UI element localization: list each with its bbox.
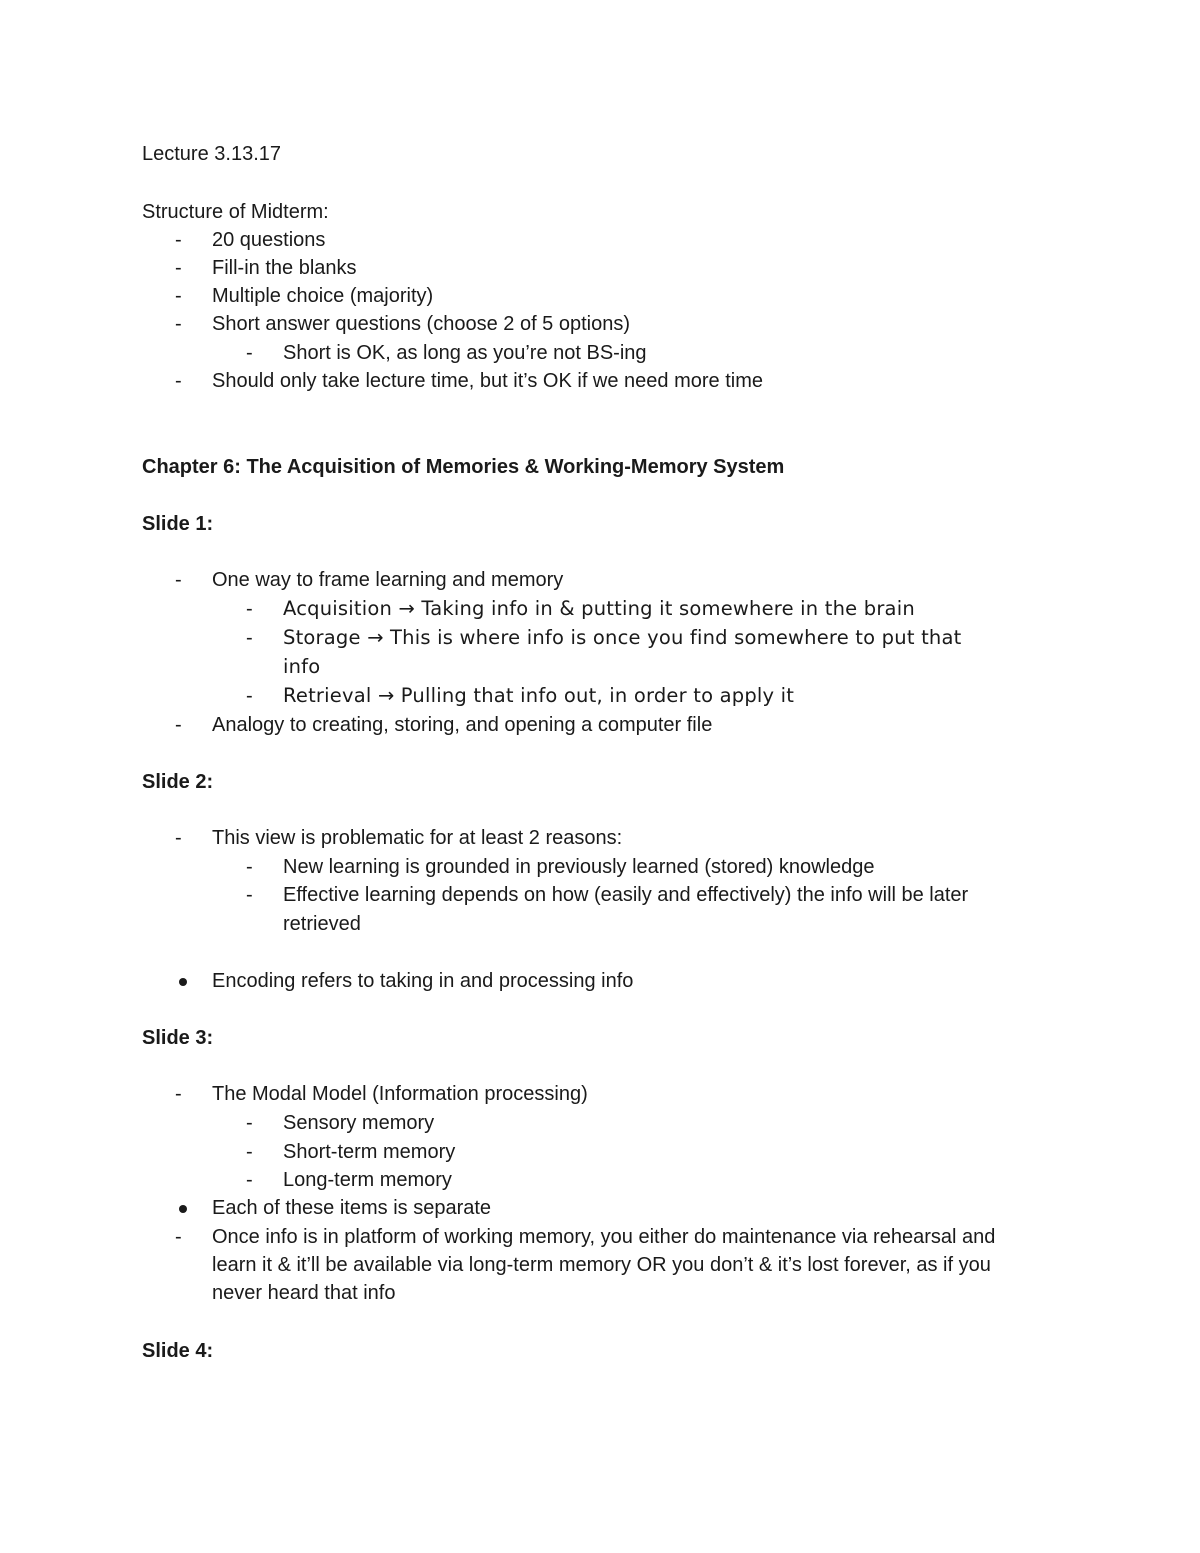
dash-bullet: - xyxy=(175,1226,182,1248)
list-item-continuation: retrieved xyxy=(283,913,361,935)
dash-bullet: - xyxy=(246,1112,253,1134)
list-item: Retrieval → Pulling that info out, in order to apply it xyxy=(283,684,795,707)
dash-bullet: - xyxy=(175,285,182,307)
list-item: Multiple choice (majority) xyxy=(212,285,434,307)
list-item: Long-term memory xyxy=(283,1169,452,1191)
dash-bullet: - xyxy=(246,1169,253,1191)
dash-bullet: - xyxy=(246,884,253,906)
list-item: 20 questions xyxy=(212,229,326,251)
slide-heading: Slide 3: xyxy=(142,1027,214,1049)
dash-bullet: - xyxy=(175,827,182,849)
lecture-title: Lecture 3.13.17 xyxy=(142,143,281,165)
list-item: Storage → This is where info is once you find somewhere to put that xyxy=(283,626,962,649)
dash-bullet: - xyxy=(246,627,253,649)
round-bullet-icon xyxy=(179,978,187,986)
list-item: Encoding refers to taking in and processing info xyxy=(212,970,634,992)
list-item: Acquisition → Taking info in & putting it somewhere in the brain xyxy=(283,597,915,620)
list-item-continuation: info xyxy=(283,655,321,678)
dash-bullet: - xyxy=(246,598,253,620)
list-item: Should only take lecture time, but it’s OK if we need more time xyxy=(212,370,764,392)
dash-bullet: - xyxy=(246,856,253,878)
dash-bullet: - xyxy=(175,714,182,736)
list-item-continuation: never heard that info xyxy=(212,1282,396,1304)
list-item: Each of these items is separate xyxy=(212,1197,492,1219)
dash-bullet: - xyxy=(246,685,253,707)
dash-bullet: - xyxy=(246,1141,253,1163)
list-item: Sensory memory xyxy=(283,1112,435,1134)
dash-bullet: - xyxy=(246,342,253,364)
list-item: The Modal Model (Information processing) xyxy=(212,1083,588,1105)
dash-bullet: - xyxy=(175,257,182,279)
dash-bullet: - xyxy=(175,313,182,335)
list-item: Analogy to creating, storing, and opening a computer file xyxy=(212,714,713,736)
list-item: Short-term memory xyxy=(283,1141,456,1163)
slide-heading: Slide 2: xyxy=(142,771,214,793)
list-item: New learning is grounded in previously learned (stored) knowledge xyxy=(283,856,875,878)
slide-heading: Slide 1: xyxy=(142,513,214,535)
chapter-title: Chapter 6: The Acquisition of Memories & Working-Memory System xyxy=(142,456,785,478)
list-item: Effective learning depends on how (easily and effectively) the info will be later xyxy=(283,884,969,906)
list-item: This view is problematic for at least 2 reasons: xyxy=(212,827,623,849)
list-item: Once info is in platform of working memory, you either do maintenance via rehearsal and xyxy=(212,1226,996,1248)
list-item: Short answer questions (choose 2 of 5 options) xyxy=(212,313,631,335)
dash-bullet: - xyxy=(175,569,182,591)
list-item: One way to frame learning and memory xyxy=(212,569,564,591)
dash-bullet: - xyxy=(175,370,182,392)
round-bullet-icon xyxy=(179,1205,187,1213)
slide-heading: Slide 4: xyxy=(142,1340,214,1362)
list-item: Fill-in the blanks xyxy=(212,257,357,279)
dash-bullet: - xyxy=(175,229,182,251)
midterm-heading: Structure of Midterm: xyxy=(142,201,329,223)
list-item-continuation: learn it & it’ll be available via long-term memory OR you don’t & it’s lost forever, as if you xyxy=(212,1254,991,1276)
list-item: Short is OK, as long as you’re not BS-ing xyxy=(283,342,647,364)
dash-bullet: - xyxy=(175,1083,182,1105)
